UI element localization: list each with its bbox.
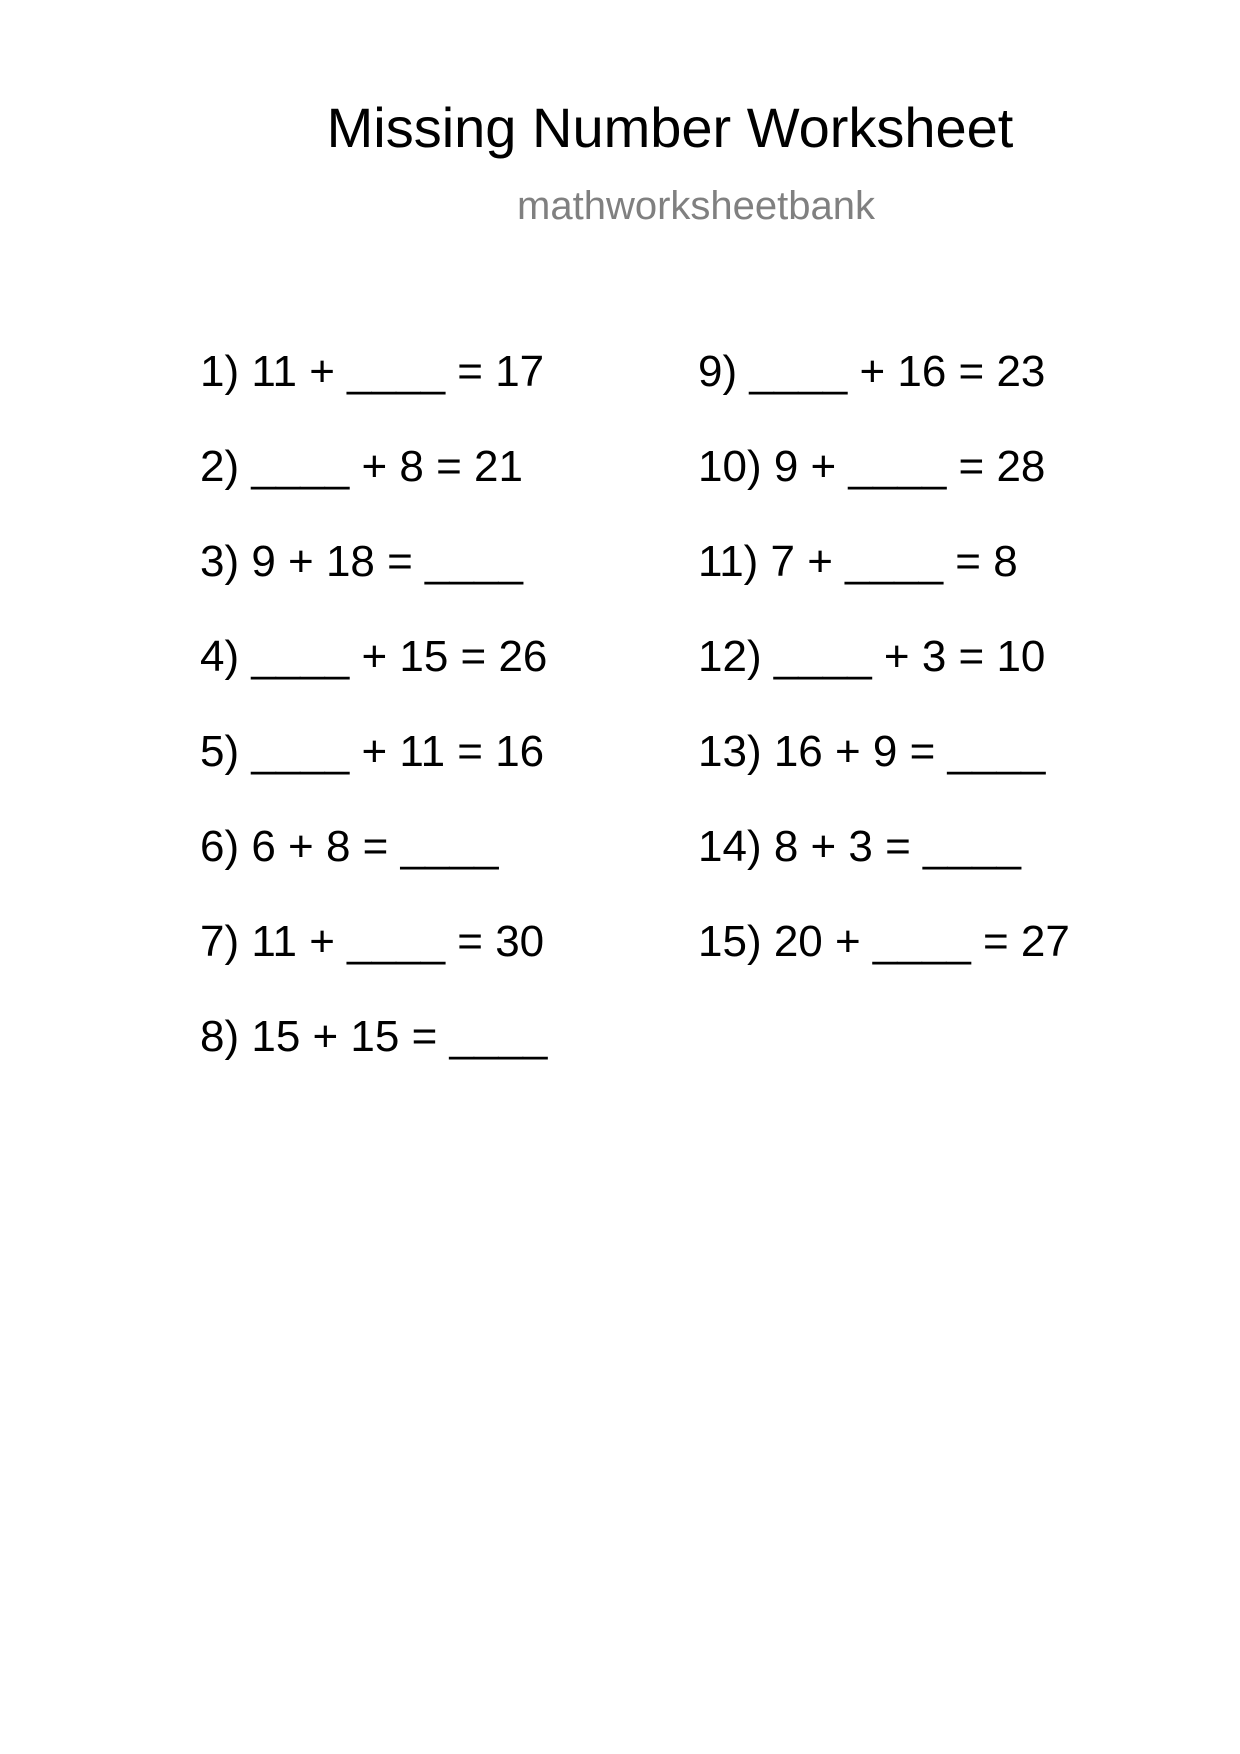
problem-item: 2) ____ + 8 = 21 [200,442,523,491]
problem-column-right [698,347,1070,1012]
page-subtitle: mathworksheetbank [517,184,875,228]
problem-item: 5) ____ + 11 = 16 [200,727,545,776]
problem-item: 8) 15 + 15 = ____ [200,1012,548,1061]
problem-item: 11) 7 + ____ = 8 [698,537,1018,586]
problem-item: 1) 11 + ____ = 17 [200,347,545,396]
problem-column-left [200,347,547,1107]
problem-item: 12) ____ + 3 = 10 [698,632,1046,681]
problem-item: 13) 16 + 9 = ____ [698,727,1046,776]
problem-item: 15) 20 + ____ = 27 [698,917,1070,966]
problem-item: 9) ____ + 16 = 23 [698,347,1046,396]
problem-item: 6) 6 + 8 = ____ [200,822,499,871]
problem-item: 4) ____ + 15 = 26 [200,632,548,681]
problem-item: 3) 9 + 18 = ____ [200,537,523,586]
problem-item: 10) 9 + ____ = 28 [698,442,1046,491]
problem-item: 14) 8 + 3 = ____ [698,822,1021,871]
problem-item: 7) 11 + ____ = 30 [200,917,545,966]
page-title: Missing Number Worksheet [326,96,1014,159]
